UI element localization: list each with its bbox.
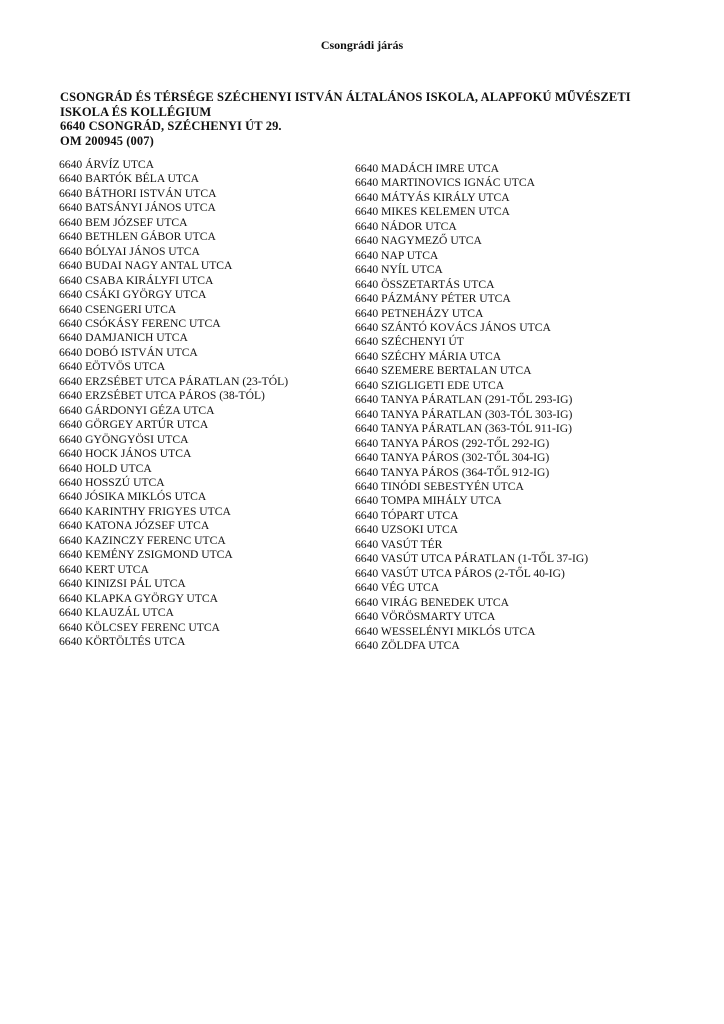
- street-item: 6640 TINÓDI SEBESTYÉN UTCA: [355, 479, 524, 493]
- street-item: 6640 VÖRÖSMARTY UTCA: [355, 610, 496, 624]
- school-address: 6640 CSONGRÁD, SZÉCHENYI ÚT 29.: [60, 119, 282, 134]
- street-item: 6640 PETNEHÁZY UTCA: [355, 306, 484, 320]
- street-item: 6640 ÁRVÍZ UTCA: [59, 158, 155, 171]
- district-heading: Csongrádi járás: [320, 38, 404, 52]
- street-item: 6640 CSENGERI UTCA: [59, 302, 177, 316]
- school-name-line-1: CSONGRÁD ÉS TÉRSÉGE SZÉCHENYI ISTVÁN ÁLTALÁNOS ISKOLA, ALAPFOKÚ MŰVÉSZETI: [60, 90, 631, 104]
- street-item: 6640 BÁTHORI ISTVÁN UTCA: [59, 186, 217, 200]
- street-item: 6640 MARTINOVICS IGNÁC UTCA: [355, 176, 535, 190]
- street-item: 6640 KEMÉNY ZSIGMOND UTCA: [59, 548, 233, 562]
- street-item: 6640 BETHLEN GÁBOR UTCA: [59, 230, 216, 244]
- street-item: 6640 KLAPKA GYÖRGY UTCA: [59, 591, 218, 605]
- street-item: 6640 VIRÁG BENEDEK UTCA: [355, 595, 510, 609]
- street-item: 6640 TANYA PÁRATLAN (303-TÓL 303-IG): [355, 407, 573, 421]
- street-item: 6640 HOSSZÚ UTCA: [59, 475, 165, 489]
- street-item: 6640 NAGYMEZŐ UTCA: [355, 234, 482, 248]
- street-item: 6640 GÖRGEY ARTÚR UTCA: [59, 418, 209, 432]
- street-item: 6640 MIKES KELEMEN UTCA: [355, 205, 510, 219]
- street-item: 6640 TANYA PÁROS (364-TŐL 912-IG): [355, 465, 550, 479]
- street-item: 6640 BATSÁNYI JÁNOS UTCA: [59, 201, 216, 215]
- street-item: 6640 KÖRTÖLTÉS UTCA: [59, 634, 186, 648]
- street-item: 6640 TANYA PÁRATLAN (363-TÓL 911-IG): [355, 422, 572, 436]
- street-item: 6640 MÁTYÁS KIRÁLY UTCA: [355, 190, 510, 204]
- street-item: 6640 BÓLYAI JÁNOS UTCA: [59, 244, 200, 258]
- street-item: 6640 TANYA PÁROS (292-TŐL 292-IG): [355, 436, 550, 450]
- school-om-id: OM 200945 (007): [60, 133, 154, 148]
- street-item: 6640 SZEMERE BERTALAN UTCA: [355, 364, 532, 378]
- street-item: 6640 DAMJANICH UTCA: [59, 331, 188, 345]
- street-item: 6640 HOLD UTCA: [59, 461, 152, 475]
- street-item: 6640 JÓSIKA MIKLÓS UTCA: [59, 490, 207, 504]
- street-item: 6640 SZIGLIGETI EDE UTCA: [355, 378, 505, 392]
- street-item: 6640 KAZINCZY FERENC UTCA: [59, 533, 226, 547]
- street-item: 6640 ÖSSZETARTÁS UTCA: [355, 277, 495, 291]
- street-item: 6640 SZÉCHY MÁRIA UTCA: [355, 349, 502, 363]
- street-item: 6640 KLAUZÁL UTCA: [59, 606, 174, 620]
- street-item: 6640 KATONA JÓZSEF UTCA: [59, 519, 210, 533]
- street-item: 6640 VÉG UTCA: [355, 581, 440, 595]
- street-list-left: [59, 158, 288, 649]
- street-item: 6640 TANYA PÁROS (302-TŐL 304-IG): [355, 451, 550, 465]
- street-item: 6640 ZÖLDFA UTCA: [355, 638, 460, 652]
- street-item: 6640 VASÚT UTCA PÁRATLAN (1-TŐL 37-IG): [355, 552, 589, 566]
- street-item: 6640 CSÓKÁSY FERENC UTCA: [59, 316, 221, 330]
- street-item: 6640 HOCK JÁNOS UTCA: [59, 447, 192, 461]
- street-item: 6640 SZÁNTÓ KOVÁCS JÁNOS UTCA: [355, 320, 551, 334]
- street-item: 6640 WESSELÉNYI MIKLÓS UTCA: [355, 624, 536, 638]
- street-item: 6640 GÁRDONYI GÉZA UTCA: [59, 403, 215, 417]
- school-info-block: [60, 90, 660, 148]
- street-item: 6640 NAP UTCA: [355, 248, 439, 262]
- street-item: 6640 TÓPART UTCA: [355, 508, 459, 522]
- street-item: 6640 CSÁKI GYÖRGY UTCA: [59, 288, 207, 302]
- street-item: 6640 NÁDOR UTCA: [355, 219, 457, 233]
- street-list-right: [355, 162, 588, 653]
- street-item: 6640 EÖTVÖS UTCA: [59, 360, 166, 374]
- street-item: 6640 TOMPA MIHÁLY UTCA: [355, 494, 502, 508]
- street-item: 6640 DOBÓ ISTVÁN UTCA: [59, 345, 198, 359]
- street-item: 6640 ERZSÉBET UTCA PÁRATLAN (23-TÓL): [59, 374, 289, 388]
- street-item: 6640 PÁZMÁNY PÉTER UTCA: [355, 292, 511, 306]
- street-item: 6640 GYÖNGYÖSI UTCA: [59, 432, 189, 446]
- street-item: 6640 KARINTHY FRIGYES UTCA: [59, 504, 231, 518]
- street-item: 6640 BARTÓK BÉLA UTCA: [59, 172, 200, 186]
- street-item: 6640 VASÚT UTCA PÁROS (2-TŐL 40-IG): [355, 566, 565, 580]
- street-item: 6640 SZÉCHENYI ÚT: [355, 335, 464, 349]
- street-item: 6640 UZSOKI UTCA: [355, 523, 459, 537]
- street-item: 6640 KINIZSI PÁL UTCA: [59, 577, 186, 591]
- school-name-line-2: ISKOLA ÉS KOLLÉGIUM: [60, 104, 212, 119]
- street-item: 6640 VASÚT TÉR: [355, 537, 443, 551]
- street-item: 6640 NYÍL UTCA: [355, 263, 443, 277]
- street-item: 6640 KÖLCSEY FERENC UTCA: [59, 620, 220, 634]
- street-item: 6640 MADÁCH IMRE UTCA: [355, 162, 499, 175]
- street-item: 6640 KERT UTCA: [59, 562, 149, 576]
- street-item: 6640 BUDAI NAGY ANTAL UTCA: [59, 259, 233, 273]
- street-item: 6640 BEM JÓZSEF UTCA: [59, 215, 188, 229]
- street-item: 6640 ERZSÉBET UTCA PÁROS (38-TÓL): [59, 389, 265, 403]
- street-item: 6640 CSABA KIRÁLYFI UTCA: [59, 273, 214, 287]
- street-item: 6640 TANYA PÁRATLAN (291-TŐL 293-IG): [355, 393, 573, 407]
